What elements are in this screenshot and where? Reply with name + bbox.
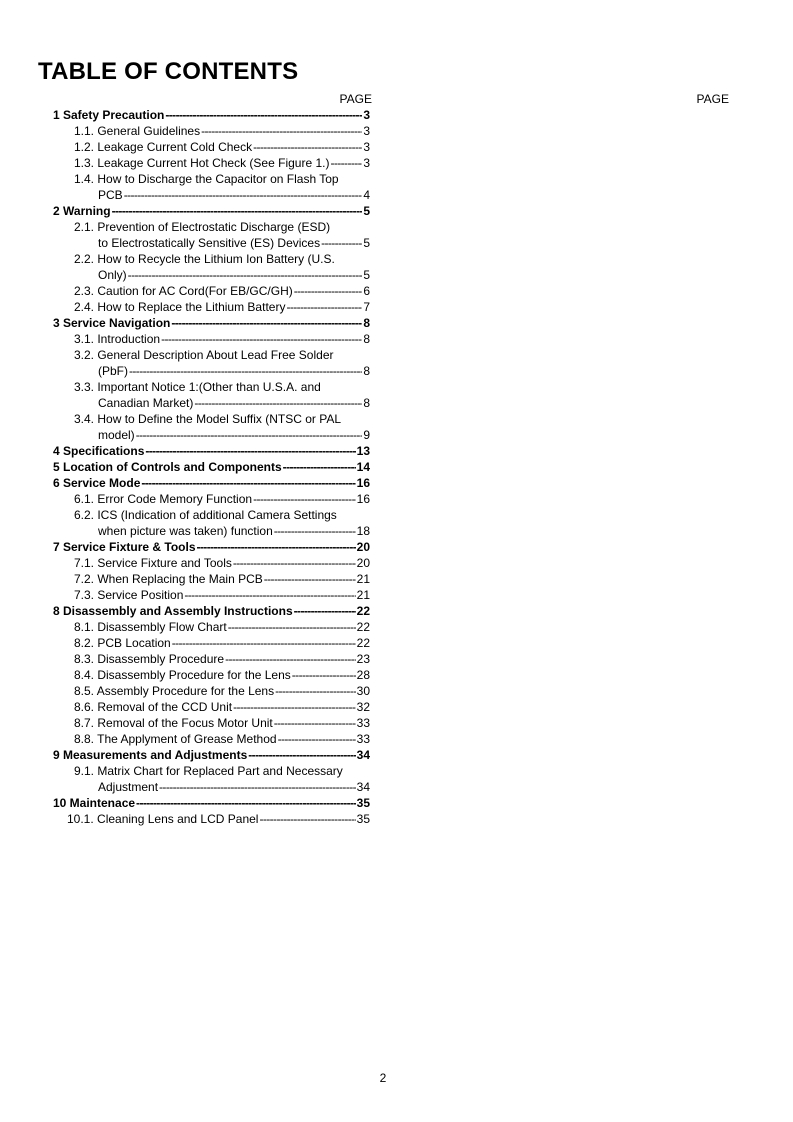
toc-entry-text: 1 Safety Precaution xyxy=(53,108,165,122)
leader-dashes xyxy=(233,555,356,571)
toc-subsection xyxy=(74,571,370,587)
toc-entry-text: 3.1. Introduction xyxy=(74,332,161,346)
toc-page-number: 16 xyxy=(356,492,370,506)
leader-dashes xyxy=(264,571,356,587)
toc-subsection xyxy=(74,763,370,779)
toc-section xyxy=(53,203,370,219)
toc-entry-text: 8.1. Disassembly Flow Chart xyxy=(74,620,227,634)
footer-page-number: 2 xyxy=(379,1071,387,1085)
leader-dashes xyxy=(194,395,362,411)
toc-entry-continuation xyxy=(98,363,370,379)
leader-dashes xyxy=(136,427,363,443)
toc-subsection xyxy=(74,619,370,635)
leader-dashes xyxy=(283,459,356,475)
toc-page-number: 22 xyxy=(356,636,370,650)
toc-entry-text: 4 Specifications xyxy=(53,444,145,458)
toc-page-number: 22 xyxy=(356,620,370,634)
toc-subsection xyxy=(74,123,370,139)
toc-subsection xyxy=(74,171,370,187)
toc-subsection xyxy=(74,347,370,363)
toc-page-number: 6 xyxy=(363,284,370,298)
leader-dashes xyxy=(197,539,356,555)
toc-subsection xyxy=(74,491,370,507)
toc-entry-text: Only) xyxy=(98,268,127,282)
toc-subsection xyxy=(74,587,370,603)
toc-entry-text: 8.6. Removal of the CCD Unit xyxy=(74,700,233,714)
leader-dashes xyxy=(165,107,362,123)
toc-entry-text: 7 Service Fixture & Tools xyxy=(53,540,196,554)
leader-dashes xyxy=(136,795,356,811)
toc-entry-continuation xyxy=(98,427,370,443)
toc-page-number: 35 xyxy=(356,796,370,810)
leader-dashes xyxy=(161,331,362,347)
toc-section xyxy=(53,107,370,123)
toc-page-number: 5 xyxy=(363,268,370,282)
leader-dashes xyxy=(171,315,362,331)
toc-entry-text: 8.5. Assembly Procedure for the Lens xyxy=(74,684,275,698)
leader-dashes xyxy=(128,267,363,283)
leader-dashes xyxy=(172,635,356,651)
toc-entry-text: 8.4. Disassembly Procedure for the Lens xyxy=(74,668,291,682)
toc-subsection xyxy=(74,139,370,155)
toc-subsection xyxy=(74,251,370,267)
document-title: TABLE OF CONTENTS xyxy=(38,58,299,85)
toc-section xyxy=(53,795,370,811)
leader-dashes xyxy=(145,443,355,459)
toc-page-number: 3 xyxy=(363,124,370,138)
toc-page-number: 8 xyxy=(363,364,370,378)
toc-page-number: 35 xyxy=(356,812,370,826)
toc-subsection xyxy=(74,411,370,427)
toc-page-number: 4 xyxy=(363,188,370,202)
toc-subsection xyxy=(74,507,370,523)
leader-dashes xyxy=(129,363,362,379)
toc-page-number: 3 xyxy=(363,140,370,154)
toc-entry-continuation xyxy=(98,235,370,251)
toc-subsection xyxy=(74,331,370,347)
toc-entry-text: 1.1. General Guidelines xyxy=(74,124,201,138)
leader-dashes xyxy=(259,811,355,827)
leader-dashes xyxy=(294,603,356,619)
toc-entry-text: 8.2. PCB Location xyxy=(74,636,171,650)
toc-page-number: 18 xyxy=(356,524,370,538)
toc-section xyxy=(53,747,370,763)
toc-subsection xyxy=(74,651,370,667)
toc-page-number: 3 xyxy=(363,156,370,170)
toc-page-number: 5 xyxy=(363,236,370,250)
leader-dashes xyxy=(294,283,363,299)
leader-dashes xyxy=(248,747,355,763)
toc-entry-text: 3.4. How to Define the Model Suffix (NTSC or PAL xyxy=(74,412,342,426)
leader-dashes xyxy=(274,715,356,731)
leader-dashes xyxy=(286,299,362,315)
toc-entry-text: 6.1. Error Code Memory Function xyxy=(74,492,253,506)
toc-page-number: 34 xyxy=(356,780,370,794)
toc-section xyxy=(53,315,370,331)
toc-subsection xyxy=(74,683,370,699)
toc-entry-text: when picture was taken) function xyxy=(98,524,273,538)
toc-page-number: 21 xyxy=(356,588,370,602)
toc-entry-text: 6.2. ICS (Indication of additional Camera Settings xyxy=(74,508,337,522)
toc-entry-continuation xyxy=(98,523,370,539)
toc-page-number: 14 xyxy=(356,460,370,474)
toc-entry-continuation xyxy=(98,267,370,283)
leader-dashes xyxy=(253,491,356,507)
toc-entry-text: 3.2. General Description About Lead Free Solder xyxy=(74,348,334,362)
leader-dashes xyxy=(274,523,356,539)
toc-subsection xyxy=(74,667,370,683)
toc-section xyxy=(53,475,370,491)
toc-entry-text: 7.3. Service Position xyxy=(74,588,184,602)
toc-section xyxy=(53,459,370,475)
toc-entry-text: 3.3. Important Notice 1:(Other than U.S.A. and xyxy=(74,380,321,394)
toc-entry-text: 7.2. When Replacing the Main PCB xyxy=(74,572,263,586)
leader-dashes xyxy=(253,139,362,155)
toc-entry-text: 3 Service Navigation xyxy=(53,316,171,330)
toc-entry-text: 1.2. Leakage Current Cold Check xyxy=(74,140,253,154)
toc-page-number: 28 xyxy=(356,668,370,682)
toc-entry-text: (PbF) xyxy=(98,364,128,378)
toc-subsection xyxy=(74,283,370,299)
toc-page-number: 8 xyxy=(363,316,370,330)
toc-entry-text: 2 Warning xyxy=(53,204,111,218)
toc-entry-text: 9 Measurements and Adjustments xyxy=(53,748,248,762)
leader-dashes xyxy=(201,123,362,139)
toc-page-number: 21 xyxy=(356,572,370,586)
toc-entry-text: 7.1. Service Fixture and Tools xyxy=(74,556,232,570)
toc-subsection xyxy=(74,299,370,315)
toc-page-number: 13 xyxy=(356,444,370,458)
toc-subsection xyxy=(74,635,370,651)
toc-page-number: 8 xyxy=(363,332,370,346)
leader-dashes xyxy=(184,587,355,603)
toc-entry-continuation xyxy=(98,395,370,411)
toc-subsection xyxy=(74,379,370,395)
leader-dashes xyxy=(330,155,362,171)
toc-page-number: 33 xyxy=(356,732,370,746)
toc-section xyxy=(53,539,370,555)
toc-section xyxy=(53,603,370,619)
leader-dashes xyxy=(233,699,356,715)
toc-entry-continuation xyxy=(98,779,370,795)
toc-subsection xyxy=(74,555,370,571)
toc-subsection xyxy=(74,715,370,731)
toc-entry-text: 10 Maintenace xyxy=(53,796,136,810)
toc-page-number: 8 xyxy=(363,396,370,410)
toc-subsection xyxy=(74,731,370,747)
toc-entry-text: Canadian Market) xyxy=(98,396,194,410)
toc-entry-text: 8.8. The Applyment of Grease Method xyxy=(74,732,277,746)
toc-page-number: 7 xyxy=(363,300,370,314)
toc-page-number: 34 xyxy=(356,748,370,762)
toc-entry-text: 10.1. Cleaning Lens and LCD Panel xyxy=(67,812,259,826)
toc-page-number: 30 xyxy=(356,684,370,698)
toc-section xyxy=(53,443,370,459)
toc-page-number: 3 xyxy=(363,108,370,122)
toc-page-number: 20 xyxy=(356,556,370,570)
leader-dashes xyxy=(124,187,363,203)
page-column-header-left: PAGE xyxy=(339,92,372,106)
toc-entry-text: 8 Disassembly and Assembly Instructions xyxy=(53,604,293,618)
toc-subsection xyxy=(74,155,370,171)
toc-entry-text: 8.7. Removal of the Focus Motor Unit xyxy=(74,716,273,730)
toc-page-number: 9 xyxy=(363,428,370,442)
leader-dashes xyxy=(141,475,355,491)
toc-page-number: 5 xyxy=(363,204,370,218)
toc-subsection xyxy=(74,219,370,235)
page-column-header-right: PAGE xyxy=(696,92,729,106)
toc-entry-text: 1.3. Leakage Current Hot Check (See Figure 1.) xyxy=(74,156,330,170)
toc-entry-text: 1.4. How to Discharge the Capacitor on Flash Top xyxy=(74,172,339,186)
toc-page-number: 32 xyxy=(356,700,370,714)
toc-page-number: 22 xyxy=(356,604,370,618)
leader-dashes xyxy=(321,235,362,251)
toc-entry-text: model) xyxy=(98,428,135,442)
toc-entry-text: to Electrostatically Sensitive (ES) Devices xyxy=(98,236,321,250)
toc-entry-text: 2.4. How to Replace the Lithium Battery xyxy=(74,300,286,314)
toc-entry-text: PCB xyxy=(98,188,123,202)
toc-entry-text: 9.1. Matrix Chart for Replaced Part and Necessary xyxy=(74,764,343,778)
toc-page-number: 33 xyxy=(356,716,370,730)
toc-entry-text: 2.3. Caution for AC Cord(For EB/GC/GH) xyxy=(74,284,293,298)
toc-entry-text: 8.3. Disassembly Procedure xyxy=(74,652,225,666)
leader-dashes xyxy=(278,731,356,747)
toc-entry-text: 6 Service Mode xyxy=(53,476,141,490)
leader-dashes xyxy=(275,683,356,699)
toc-entry-text: Adjustment xyxy=(98,780,159,794)
leader-dashes xyxy=(112,203,363,219)
toc-page-number: 23 xyxy=(356,652,370,666)
toc-subsection xyxy=(67,811,370,827)
leader-dashes xyxy=(292,667,356,683)
leader-dashes xyxy=(159,779,356,795)
toc-entry-continuation xyxy=(98,187,370,203)
leader-dashes xyxy=(228,619,356,635)
toc-page-number: 16 xyxy=(356,476,370,490)
toc-entry-text: 2.2. How to Recycle the Lithium Ion Battery (U.S. xyxy=(74,252,335,266)
toc-entry-text: 2.1. Prevention of Electrostatic Discharge (ESD) xyxy=(74,220,331,234)
toc-entry-text: 5 Location of Controls and Components xyxy=(53,460,282,474)
toc-page-number: 20 xyxy=(356,540,370,554)
toc-subsection xyxy=(74,699,370,715)
leader-dashes xyxy=(225,651,356,667)
